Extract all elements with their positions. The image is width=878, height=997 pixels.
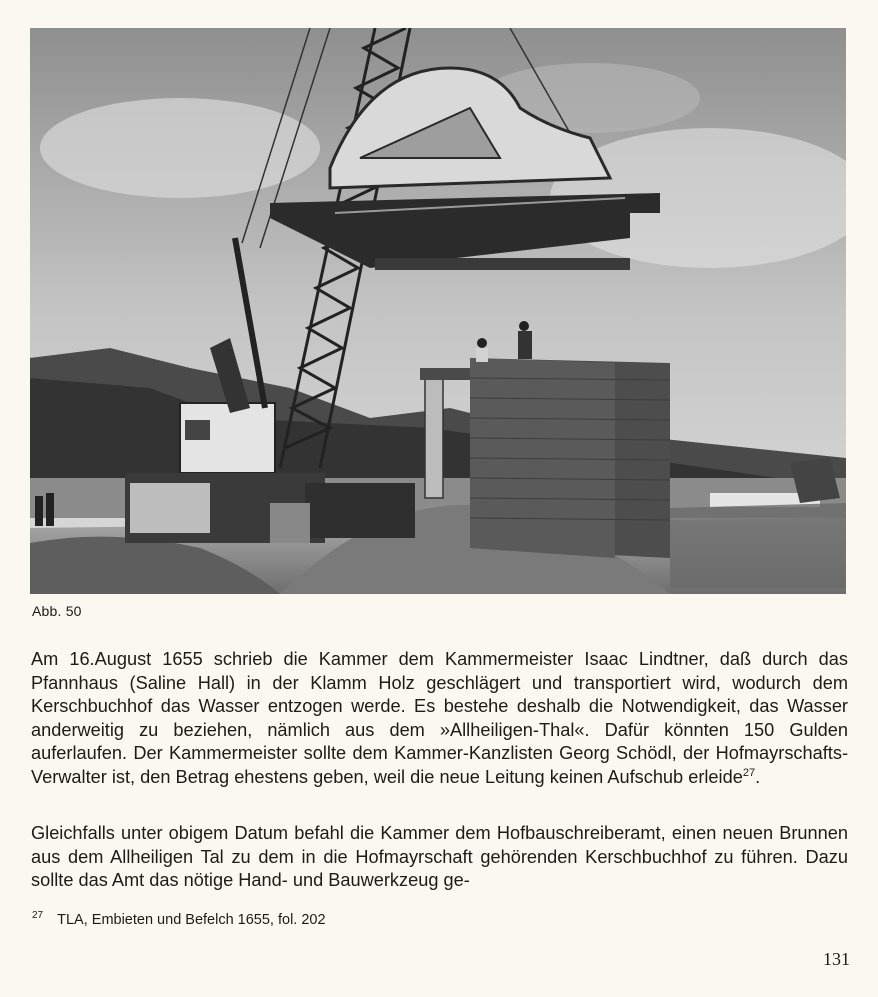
footnote-text: TLA, Embieten und Befelch 1655, fol. 202 (57, 911, 326, 928)
body-paragraph-1 (31, 648, 848, 790)
paragraph-1-text: Am 16.August 1655 schrieb die Kammer dem Kammermeister Isaac Lindtner, daß durch das Pfannhaus (Saline Hall) in der Klamm Holz geschlägert und transportiert wird, wodurch dem Kerschbuchhof das Wasser entzogen werde. Es bestehe deshalb die Notwendigkeit, das Wasser anderweitig zu beziehen, nämlich aus dem »Allheiligen-Thal«. Dafür könnten 150 Gulden auferlaufen. Der Kammermeister sollte dem Kammer-Kanzlisten Georg Schödl, der Hofmayrschafts-Verwalter ist, den Betrag ehestens geben, weil die neue Leitung keinen Aufschub erleide (31, 649, 848, 787)
footnote-number: 27 (32, 910, 44, 921)
footnote (32, 910, 326, 928)
body-paragraph-2: Gleichfalls unter obigem Datum befahl die Kammer dem Hofbauschreiberamt, einen neuen Brunnen aus dem Allheiligen Tal zu dem in die Hofmayrschaft gehörenden Kerschbuchhof zu führen. Dazu sollte das Amt das nötige Hand- und Bauwerkzeug ge- (31, 823, 848, 891)
photo-crane-lifting-roof (30, 28, 846, 594)
footnote-reference[interactable]: 27 (742, 766, 756, 779)
figure-photo (30, 28, 846, 594)
page-number: 131 (823, 949, 850, 969)
figure-caption: Abb. 50 (32, 603, 82, 619)
paragraph-1-end: . (755, 766, 761, 787)
